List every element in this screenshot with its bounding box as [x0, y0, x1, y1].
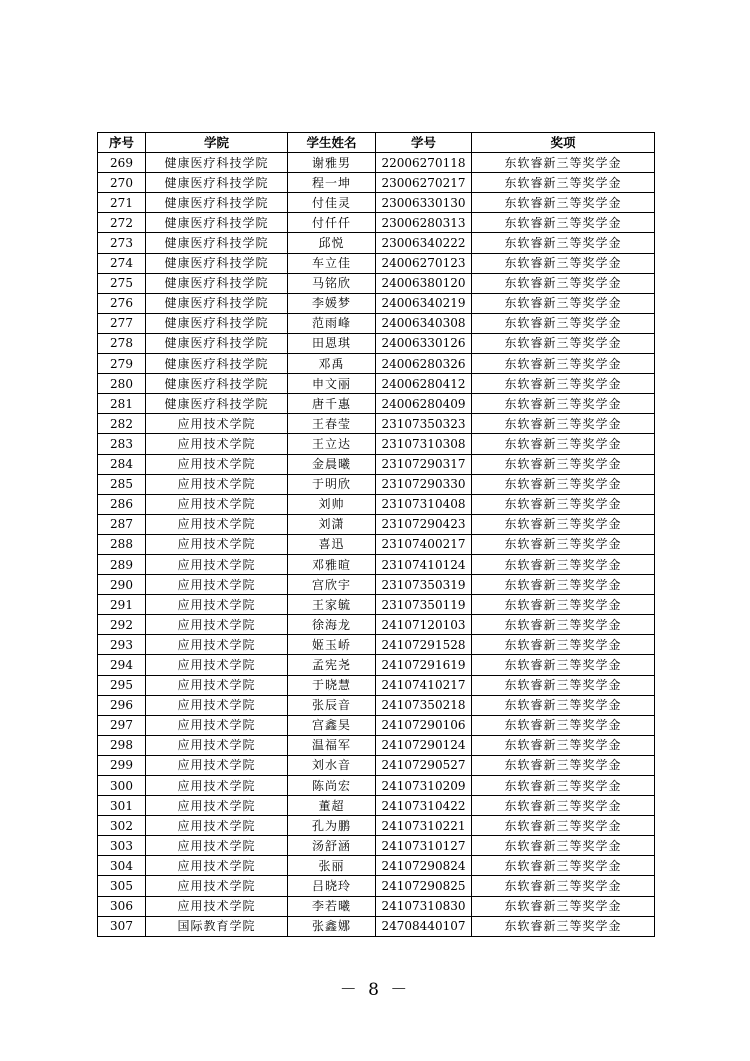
row-student-name: 刘水音	[288, 755, 376, 775]
table-row	[98, 695, 655, 715]
row-college: 应用技术学院	[146, 534, 288, 554]
row-student-id: 23107290317	[376, 454, 472, 474]
row-award: 东软睿新三等奖学金	[472, 213, 655, 233]
table-row	[98, 454, 655, 474]
row-college: 应用技术学院	[146, 635, 288, 655]
table-row	[98, 474, 655, 494]
row-index: 269	[98, 153, 146, 173]
row-index: 301	[98, 796, 146, 816]
row-student-id: 24006280326	[376, 354, 472, 374]
row-index: 270	[98, 173, 146, 193]
row-student-name: 邓雅暄	[288, 554, 376, 574]
table-row	[98, 374, 655, 394]
row-college: 健康医疗科技学院	[146, 233, 288, 253]
row-index: 277	[98, 313, 146, 333]
row-student-id: 24107410217	[376, 675, 472, 695]
table-row	[98, 394, 655, 414]
row-student-id: 24107290106	[376, 715, 472, 735]
table-row	[98, 575, 655, 595]
row-award: 东软睿新三等奖学金	[472, 514, 655, 534]
row-award: 东软睿新三等奖学金	[472, 333, 655, 353]
row-student-name: 张丽	[288, 856, 376, 876]
row-student-id: 23107410124	[376, 554, 472, 574]
row-index: 291	[98, 595, 146, 615]
row-index: 292	[98, 615, 146, 635]
row-student-id: 23006270217	[376, 173, 472, 193]
row-award: 东软睿新三等奖学金	[472, 856, 655, 876]
row-index: 307	[98, 916, 146, 936]
row-college: 应用技术学院	[146, 695, 288, 715]
row-college: 健康医疗科技学院	[146, 273, 288, 293]
row-award: 东软睿新三等奖学金	[472, 735, 655, 755]
table-row	[98, 354, 655, 374]
row-index: 304	[98, 856, 146, 876]
table-row	[98, 615, 655, 635]
row-student-id: 23107310408	[376, 494, 472, 514]
row-college: 应用技术学院	[146, 796, 288, 816]
table-row	[98, 233, 655, 253]
page-number: － 8 －	[339, 980, 411, 1000]
row-award: 东软睿新三等奖学金	[472, 695, 655, 715]
row-college: 健康医疗科技学院	[146, 153, 288, 173]
row-index: 278	[98, 333, 146, 353]
row-award: 东软睿新三等奖学金	[472, 836, 655, 856]
row-student-id: 24006330126	[376, 333, 472, 353]
row-award: 东软睿新三等奖学金	[472, 153, 655, 173]
row-college: 应用技术学院	[146, 434, 288, 454]
row-student-name: 董超	[288, 796, 376, 816]
row-college: 健康医疗科技学院	[146, 253, 288, 273]
row-college: 应用技术学院	[146, 735, 288, 755]
row-award: 东软睿新三等奖学金	[472, 675, 655, 695]
row-award: 东软睿新三等奖学金	[472, 876, 655, 896]
row-student-name: 于明欣	[288, 474, 376, 494]
row-student-id: 24107291528	[376, 635, 472, 655]
row-award: 东软睿新三等奖学金	[472, 635, 655, 655]
row-index: 298	[98, 735, 146, 755]
table-row	[98, 253, 655, 273]
row-student-id: 24107310221	[376, 816, 472, 836]
row-college: 应用技术学院	[146, 554, 288, 574]
row-award: 东软睿新三等奖学金	[472, 474, 655, 494]
award-list-sheet	[97, 132, 654, 937]
row-student-id: 23107350323	[376, 414, 472, 434]
row-student-name: 刘帅	[288, 494, 376, 514]
table-row	[98, 796, 655, 816]
row-student-name: 车立佳	[288, 253, 376, 273]
row-student-id: 24107310422	[376, 796, 472, 816]
row-index: 302	[98, 816, 146, 836]
row-award: 东软睿新三等奖学金	[472, 394, 655, 414]
row-college: 健康医疗科技学院	[146, 193, 288, 213]
table-row	[98, 916, 655, 936]
row-college: 应用技术学院	[146, 715, 288, 735]
table-row	[98, 635, 655, 655]
row-student-id: 24708440107	[376, 916, 472, 936]
row-college: 国际教育学院	[146, 916, 288, 936]
row-index: 276	[98, 293, 146, 313]
table-row	[98, 193, 655, 213]
row-index: 300	[98, 776, 146, 796]
row-student-id: 24006280409	[376, 394, 472, 414]
row-college: 健康医疗科技学院	[146, 213, 288, 233]
row-award: 东软睿新三等奖学金	[472, 554, 655, 574]
row-award: 东软睿新三等奖学金	[472, 776, 655, 796]
row-college: 应用技术学院	[146, 755, 288, 775]
row-index: 275	[98, 273, 146, 293]
row-index: 272	[98, 213, 146, 233]
row-student-name: 张鑫娜	[288, 916, 376, 936]
row-student-id: 24107290124	[376, 735, 472, 755]
row-award: 东软睿新三等奖学金	[472, 374, 655, 394]
row-student-name: 金晨曦	[288, 454, 376, 474]
row-award: 东软睿新三等奖学金	[472, 434, 655, 454]
row-college: 健康医疗科技学院	[146, 354, 288, 374]
row-college: 应用技术学院	[146, 896, 288, 916]
row-student-name: 温福军	[288, 735, 376, 755]
table-row	[98, 554, 655, 574]
row-index: 282	[98, 414, 146, 434]
row-index: 273	[98, 233, 146, 253]
row-student-id: 24107291619	[376, 655, 472, 675]
table-row	[98, 776, 655, 796]
row-student-name: 申文丽	[288, 374, 376, 394]
table-row	[98, 735, 655, 755]
table-row	[98, 534, 655, 554]
row-award: 东软睿新三等奖学金	[472, 273, 655, 293]
row-student-name: 吕晓玲	[288, 876, 376, 896]
header-index: 序号	[98, 133, 146, 153]
row-award: 东软睿新三等奖学金	[472, 494, 655, 514]
row-student-name: 王家毓	[288, 595, 376, 615]
row-student-name: 喜迅	[288, 534, 376, 554]
table-row	[98, 153, 655, 173]
header-student-id: 学号	[376, 133, 472, 153]
table-body	[98, 153, 655, 937]
row-student-id: 23107290330	[376, 474, 472, 494]
row-award: 东软睿新三等奖学金	[472, 575, 655, 595]
row-student-name: 汤舒涵	[288, 836, 376, 856]
row-student-name: 李媛梦	[288, 293, 376, 313]
row-index: 303	[98, 836, 146, 856]
row-student-id: 24107290825	[376, 876, 472, 896]
row-student-id: 24107310209	[376, 776, 472, 796]
row-award: 东软睿新三等奖学金	[472, 896, 655, 916]
row-award: 东软睿新三等奖学金	[472, 796, 655, 816]
row-student-id: 23107290423	[376, 514, 472, 534]
row-index: 305	[98, 876, 146, 896]
row-student-name: 王立达	[288, 434, 376, 454]
row-college: 健康医疗科技学院	[146, 394, 288, 414]
row-student-id: 24107290824	[376, 856, 472, 876]
row-award: 东软睿新三等奖学金	[472, 354, 655, 374]
row-student-id: 24006280412	[376, 374, 472, 394]
row-student-name: 宫鑫昊	[288, 715, 376, 735]
row-college: 应用技术学院	[146, 514, 288, 534]
row-student-name: 田恩琪	[288, 333, 376, 353]
row-student-id: 22006270118	[376, 153, 472, 173]
row-student-name: 孔为鹏	[288, 816, 376, 836]
row-student-name: 邓禹	[288, 354, 376, 374]
table-header-row	[98, 133, 655, 153]
row-student-name: 姬玉峤	[288, 635, 376, 655]
row-student-id: 24006270123	[376, 253, 472, 273]
row-student-id: 23107310308	[376, 434, 472, 454]
row-student-id: 23107400217	[376, 534, 472, 554]
table-row	[98, 836, 655, 856]
row-student-id: 24107120103	[376, 615, 472, 635]
header-award: 奖项	[472, 133, 655, 153]
row-student-name: 程一坤	[288, 173, 376, 193]
row-college: 应用技术学院	[146, 474, 288, 494]
row-index: 287	[98, 514, 146, 534]
row-college: 健康医疗科技学院	[146, 333, 288, 353]
row-index: 297	[98, 715, 146, 735]
row-college: 应用技术学院	[146, 595, 288, 615]
row-index: 295	[98, 675, 146, 695]
table-row	[98, 715, 655, 735]
row-student-name: 刘潇	[288, 514, 376, 534]
row-award: 东软睿新三等奖学金	[472, 173, 655, 193]
table-row	[98, 213, 655, 233]
row-student-id: 23107350319	[376, 575, 472, 595]
row-student-id: 23006280313	[376, 213, 472, 233]
header-student-name: 学生姓名	[288, 133, 376, 153]
row-college: 应用技术学院	[146, 816, 288, 836]
row-student-id: 23006340222	[376, 233, 472, 253]
table-row	[98, 173, 655, 193]
row-index: 290	[98, 575, 146, 595]
row-index: 288	[98, 534, 146, 554]
row-college: 应用技术学院	[146, 414, 288, 434]
table-row	[98, 675, 655, 695]
row-student-name: 范雨峰	[288, 313, 376, 333]
table-row	[98, 755, 655, 775]
row-award: 东软睿新三等奖学金	[472, 414, 655, 434]
row-student-name: 唐千惠	[288, 394, 376, 414]
row-award: 东软睿新三等奖学金	[472, 534, 655, 554]
row-student-id: 24006340308	[376, 313, 472, 333]
row-student-id: 24107350218	[376, 695, 472, 715]
table-row	[98, 293, 655, 313]
row-college: 健康医疗科技学院	[146, 374, 288, 394]
row-award: 东软睿新三等奖学金	[472, 193, 655, 213]
row-college: 应用技术学院	[146, 836, 288, 856]
table-row	[98, 856, 655, 876]
row-index: 285	[98, 474, 146, 494]
row-student-name: 李若曦	[288, 896, 376, 916]
row-student-name: 孟宪尧	[288, 655, 376, 675]
row-index: 280	[98, 374, 146, 394]
row-award: 东软睿新三等奖学金	[472, 615, 655, 635]
row-index: 286	[98, 494, 146, 514]
table-row	[98, 494, 655, 514]
row-student-name: 邱悦	[288, 233, 376, 253]
row-award: 东软睿新三等奖学金	[472, 916, 655, 936]
row-index: 293	[98, 635, 146, 655]
row-award: 东软睿新三等奖学金	[472, 655, 655, 675]
row-student-id: 24107290527	[376, 755, 472, 775]
row-college: 应用技术学院	[146, 655, 288, 675]
row-student-id: 24006380120	[376, 273, 472, 293]
row-student-id: 23006330130	[376, 193, 472, 213]
row-student-name: 付仟仟	[288, 213, 376, 233]
row-college: 应用技术学院	[146, 454, 288, 474]
row-award: 东软睿新三等奖学金	[472, 313, 655, 333]
row-award: 东软睿新三等奖学金	[472, 454, 655, 474]
row-college: 应用技术学院	[146, 494, 288, 514]
row-student-name: 谢雅男	[288, 153, 376, 173]
row-student-name: 付佳灵	[288, 193, 376, 213]
row-index: 281	[98, 394, 146, 414]
table-row	[98, 414, 655, 434]
table-row	[98, 434, 655, 454]
row-college: 健康医疗科技学院	[146, 313, 288, 333]
table-row	[98, 896, 655, 916]
row-college: 健康医疗科技学院	[146, 293, 288, 313]
row-index: 271	[98, 193, 146, 213]
row-award: 东软睿新三等奖学金	[472, 233, 655, 253]
row-index: 306	[98, 896, 146, 916]
row-college: 应用技术学院	[146, 856, 288, 876]
table-row	[98, 655, 655, 675]
table-row	[98, 816, 655, 836]
row-student-id: 23107350119	[376, 595, 472, 615]
row-index: 296	[98, 695, 146, 715]
row-student-name: 马铭欣	[288, 273, 376, 293]
row-index: 299	[98, 755, 146, 775]
row-award: 东软睿新三等奖学金	[472, 755, 655, 775]
row-index: 283	[98, 434, 146, 454]
row-college: 应用技术学院	[146, 776, 288, 796]
row-index: 284	[98, 454, 146, 474]
row-student-id: 24107310127	[376, 836, 472, 856]
table-row	[98, 313, 655, 333]
award-table	[97, 132, 655, 937]
row-student-id: 24006340219	[376, 293, 472, 313]
row-student-name: 于晓慧	[288, 675, 376, 695]
table-row	[98, 514, 655, 534]
row-college: 健康医疗科技学院	[146, 173, 288, 193]
row-award: 东软睿新三等奖学金	[472, 816, 655, 836]
row-index: 274	[98, 253, 146, 273]
header-college: 学院	[146, 133, 288, 153]
table-row	[98, 333, 655, 353]
row-college: 应用技术学院	[146, 876, 288, 896]
row-award: 东软睿新三等奖学金	[472, 595, 655, 615]
row-award: 东软睿新三等奖学金	[472, 715, 655, 735]
row-award: 东软睿新三等奖学金	[472, 293, 655, 313]
row-student-name: 陈尚宏	[288, 776, 376, 796]
row-college: 应用技术学院	[146, 675, 288, 695]
row-student-name: 宫欣宇	[288, 575, 376, 595]
row-student-name: 徐海龙	[288, 615, 376, 635]
row-index: 294	[98, 655, 146, 675]
row-student-name: 王春莹	[288, 414, 376, 434]
table-row	[98, 595, 655, 615]
row-student-id: 24107310830	[376, 896, 472, 916]
row-index: 289	[98, 554, 146, 574]
row-award: 东软睿新三等奖学金	[472, 253, 655, 273]
row-college: 应用技术学院	[146, 575, 288, 595]
table-row	[98, 273, 655, 293]
row-college: 应用技术学院	[146, 615, 288, 635]
table-row	[98, 876, 655, 896]
row-index: 279	[98, 354, 146, 374]
row-student-name: 张辰音	[288, 695, 376, 715]
